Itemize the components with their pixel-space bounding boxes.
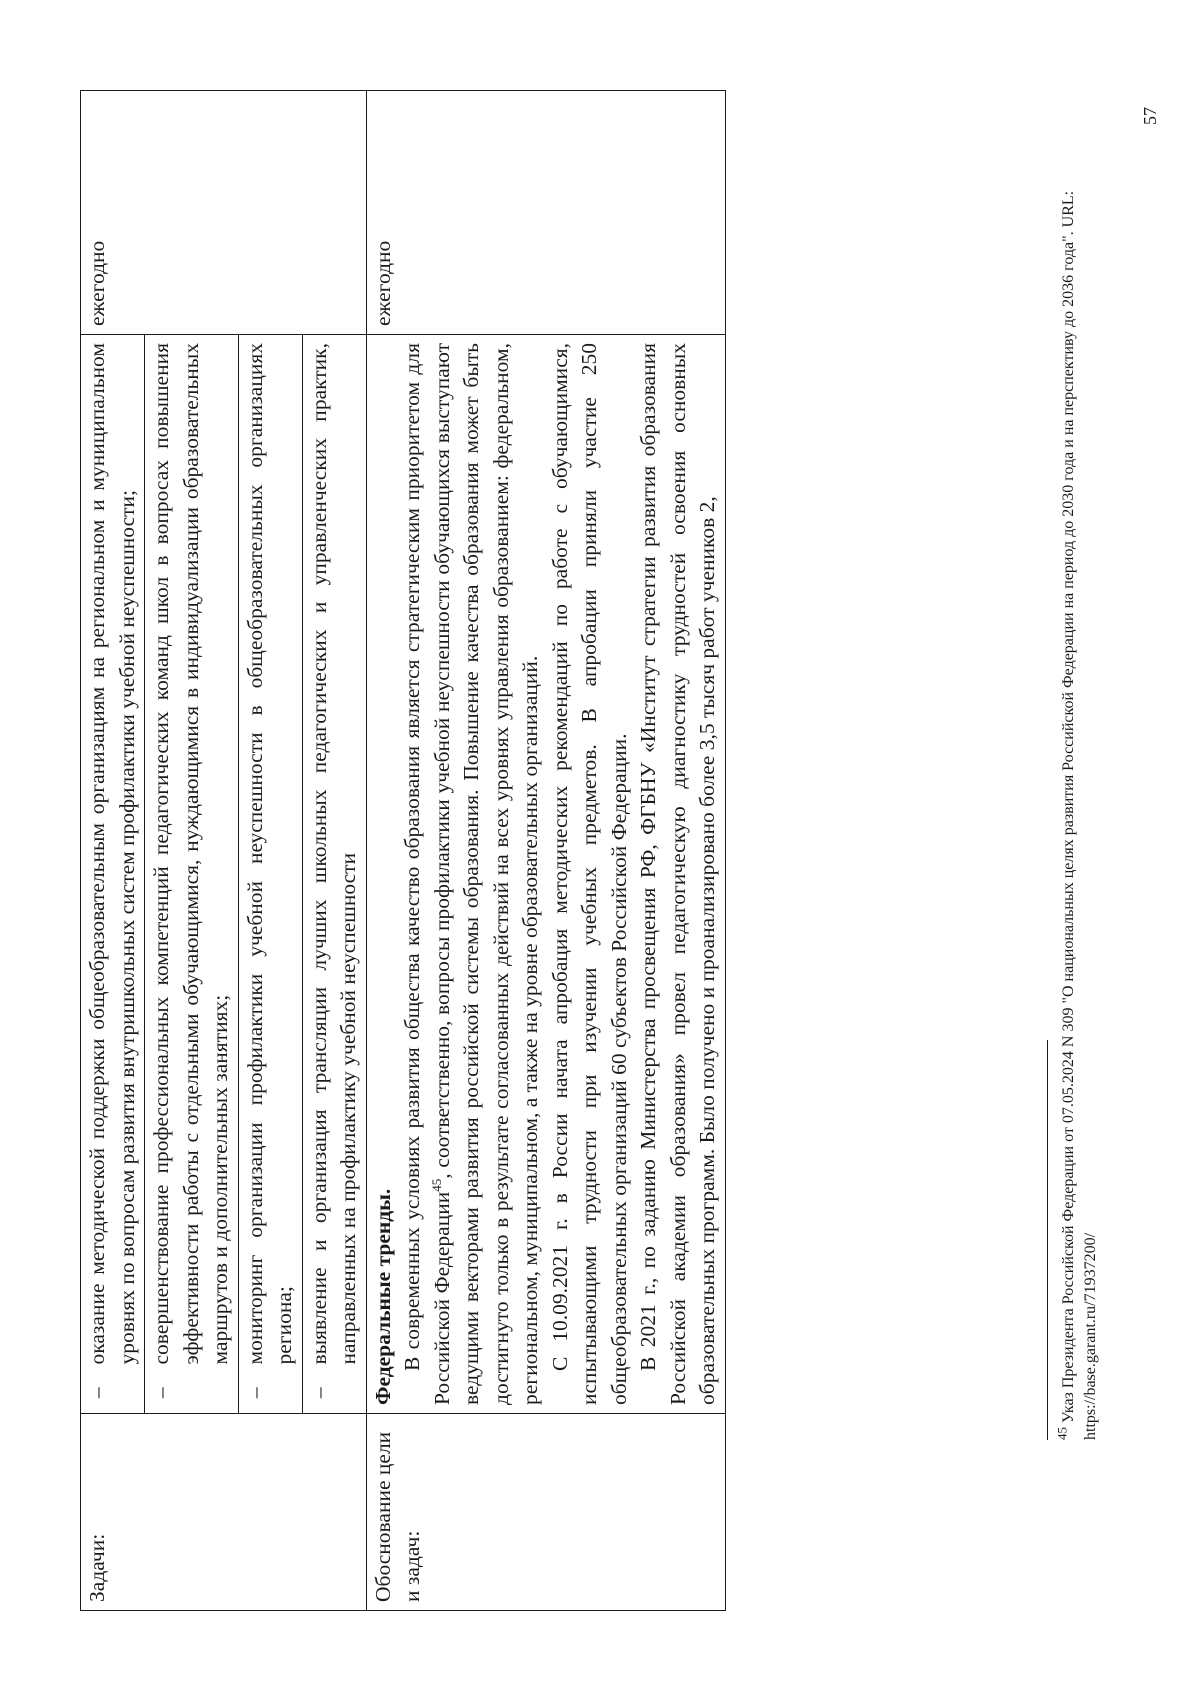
task-item-3: мониторинг организации профилактики учебной неуспешности в общеобразовательных организациях региона; [238, 335, 302, 1373]
rationale-row [366, 91, 725, 1611]
paragraph-1 [398, 343, 546, 1405]
footnote-mark: 45 [1054, 1427, 1070, 1440]
page-number: 57 [1140, 107, 1160, 125]
task-item-2: совершенствование профессиональных компетенций педагогических команд школ в вопросах повышения эффективности работы с отдельными обучающимися, нуждающимися в индивидуализации образовательных маршрутов и дополнительных занятиях; [145, 335, 239, 1373]
tasks-period-cell: ежегодно [81, 91, 367, 335]
footnote [1054, 70, 1102, 1440]
bullet-dash: – [302, 1373, 366, 1414]
rationale-period-cell: ежегодно [366, 91, 725, 335]
paragraph-3: В 2021 г., по заданию Министерства просвещения РФ, ФГБНУ «Институт стратегии развития образования Российской академии образования» провел педагогическую диагностику трудностей освоения основных образовательных программ. Было получено и проанализировано более 3,5 тысяч работ учеников 2, [636, 343, 719, 1405]
bullet-dash: – [145, 1373, 239, 1414]
bullet-dash: – [238, 1373, 302, 1414]
tasks-row [81, 91, 145, 1611]
paragraph-2: С 10.09.2021 г. в России начата апробация методических рекомендаций по работе с обучающимися, испытывающими трудности при изучении учебных предметов. В апробации приняли участие 250 общеобразовательных организаций 60 субъектов Российской Федерации. [547, 343, 631, 1405]
section-heading: Федеральные тренды. [370, 1188, 395, 1405]
goals-table [80, 90, 726, 1611]
bullet-dash: – [81, 1373, 145, 1414]
footnote-text: Указ Президента Российской Федерации от 07.05.2024 N 309 "О национальных целях развития Российской Федерации на период до 2030 года и на перспективу до 2036 года". URL: https://base.garant.ru/71937200/ [1060, 190, 1099, 1440]
footnote-ref[interactable]: 45 [428, 1178, 444, 1192]
paragraph-1-part-b: , соответственно, вопросы профилактики учебной неуспешности обучающихся выступают ведущими векторами развития российской системы образования. Повышение качества образования может быть достигнуто только в результате согласованных действий на всех уровнях управления образованием: федеральном, региональном, муниципальном, а также на уровне образовательных организаций. [429, 343, 542, 1405]
rationale-text-cell [366, 335, 725, 1414]
footnote-separator [1047, 1040, 1048, 1440]
task-item-4: выявление и организация трансляции лучших школьных педагогических и управленческих практик, направленных на профилактику учебной неуспешности [302, 335, 366, 1373]
tasks-label-cell: Задачи: [81, 1414, 367, 1611]
rationale-label-cell: Обоснование цели и задач: [366, 1414, 725, 1611]
task-item-1: оказание методической поддержки общеобразовательным организациям на региональном и муниципальном уровнях по вопросам развития внутришкольных систем профилактики учебной неуспешности; [81, 335, 145, 1373]
paragraph-1-part-a: В современных условиях развития общества качество образования является стратегическим приоритетом для Российской Федерации [400, 343, 454, 1405]
